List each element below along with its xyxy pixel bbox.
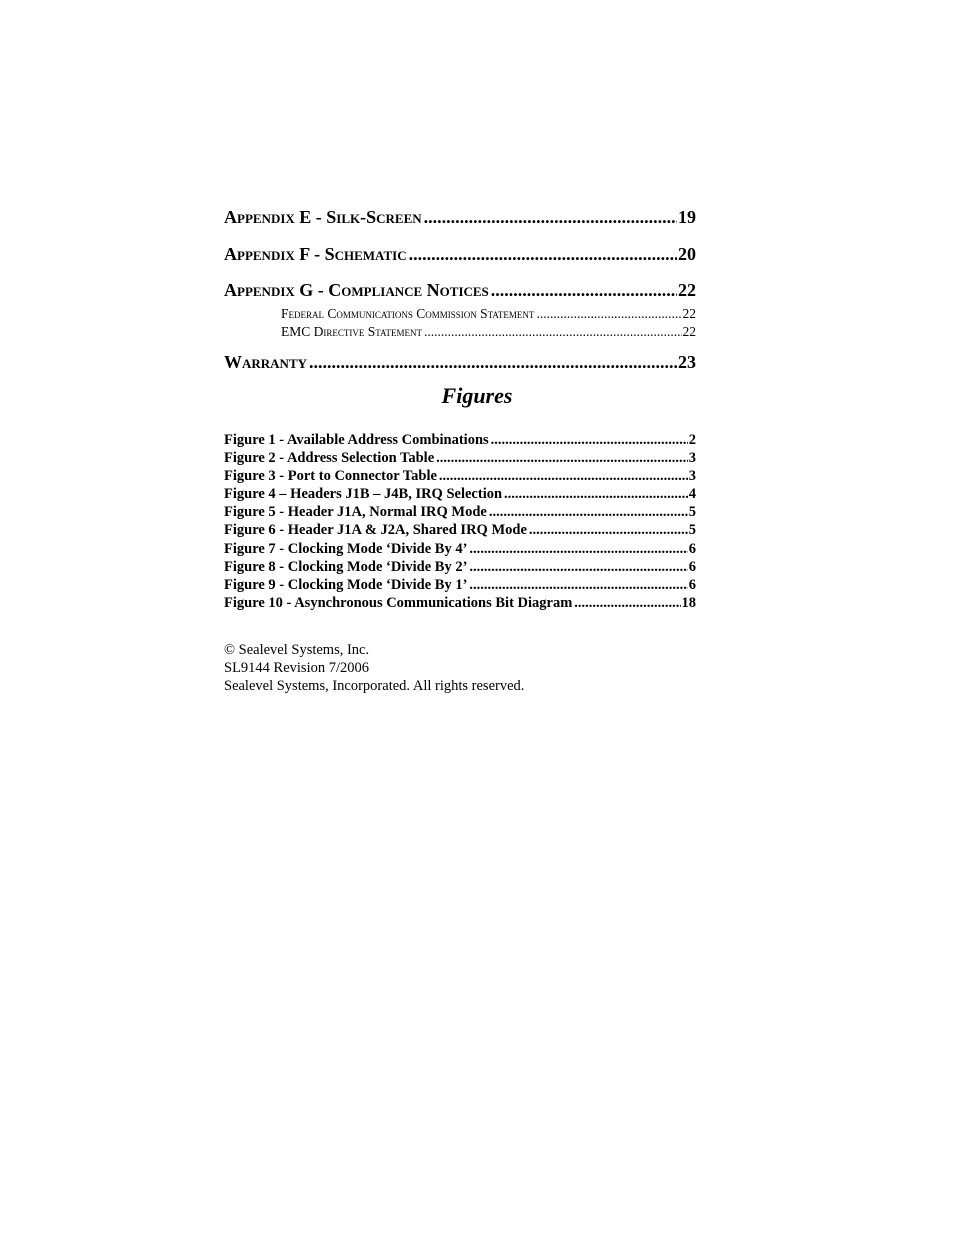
figure-entry[interactable] [224, 541, 696, 559]
revision-line: SL9144 Revision 7/2006 [224, 660, 370, 676]
figure-entry[interactable] [224, 432, 696, 450]
figure-label: Figure 9 - Clocking Mode ‘Divide By 1’ [224, 576, 468, 593]
toc-entry-page: 23 [678, 352, 696, 372]
figure-entry[interactable] [224, 486, 696, 504]
toc-subentry-emc-directive[interactable] [281, 324, 696, 342]
leader-dots [469, 541, 687, 558]
figures-list [224, 432, 696, 613]
leader-dots [491, 432, 688, 449]
toc-entry-appendix-f[interactable] [224, 244, 696, 266]
figure-entry[interactable] [224, 595, 696, 613]
figure-label: Figure 10 - Asynchronous Communications Bit Diagram [224, 594, 573, 611]
figure-page: 3 [688, 450, 696, 467]
leader-dots [536, 306, 681, 322]
figure-page: 5 [688, 522, 696, 539]
copyright-line: © Sealevel Systems, Inc. [224, 642, 370, 658]
figure-label: Figure 6 - Header J1A & J2A, Shared IRQ Mode [224, 522, 527, 539]
toc-entry-page: 20 [678, 244, 696, 264]
figure-entry[interactable] [224, 468, 696, 486]
leader-dots [424, 324, 681, 340]
figure-entry[interactable] [224, 577, 696, 595]
figure-label: Figure 3 - Port to Connector Table [224, 468, 437, 485]
toc-entry-appendix-g[interactable] [224, 280, 696, 302]
leader-dots [309, 352, 677, 373]
toc-subentry-page: 22 [682, 306, 696, 321]
figure-entry[interactable] [224, 522, 696, 540]
figure-page: 2 [688, 432, 696, 448]
leader-dots [469, 577, 687, 594]
toc-entry-page: 22 [678, 280, 696, 300]
figure-entry[interactable] [224, 559, 696, 577]
figure-page: 6 [688, 540, 696, 557]
rights-line: Sealevel Systems, Incorporated. All rights reserved. [224, 678, 525, 694]
figure-page: 3 [688, 468, 696, 485]
figure-page: 4 [688, 486, 696, 503]
figure-entry[interactable] [224, 450, 696, 468]
leader-dots [439, 468, 688, 485]
leader-dots [574, 595, 680, 612]
toc-entry-warranty[interactable] [224, 352, 696, 374]
leader-dots [491, 280, 677, 301]
figures-heading: Figures [441, 383, 513, 408]
leader-dots [409, 244, 677, 265]
toc-subentry-label: EMC Directive Statement [281, 324, 423, 339]
toc-entry-label: Warranty [224, 352, 307, 372]
figure-page: 18 [681, 594, 696, 611]
figure-label: Figure 5 - Header J1A, Normal IRQ Mode [224, 504, 487, 521]
leader-dots [469, 559, 687, 576]
figure-entry[interactable] [224, 504, 696, 522]
toc-subentry-label: Federal Communications Commission Statement [281, 306, 535, 321]
toc-entry-label: Appendix F - Schematic [224, 244, 407, 264]
toc-entry-label: Appendix E - Silk-Screen [224, 207, 422, 227]
toc-subentries [224, 306, 696, 342]
leader-dots [529, 522, 688, 539]
figure-label: Figure 1 - Available Address Combinations [224, 432, 489, 448]
toc-subentry-page: 22 [682, 324, 696, 339]
toc-entry-label: Appendix G - Compliance Notices [224, 280, 489, 300]
figure-page: 6 [688, 576, 696, 593]
leader-dots [489, 504, 688, 521]
figure-page: 5 [688, 504, 696, 521]
figure-label: Figure 2 - Address Selection Table [224, 450, 435, 467]
leader-dots [436, 450, 688, 467]
figure-page: 6 [688, 558, 696, 575]
toc-entry-page: 19 [678, 207, 696, 227]
toc-subentry-fcc-statement[interactable] [281, 306, 696, 324]
leader-dots [424, 207, 677, 228]
figure-label: Figure 7 - Clocking Mode ‘Divide By 4’ [224, 540, 468, 557]
figure-label: Figure 8 - Clocking Mode ‘Divide By 2’ [224, 558, 468, 575]
leader-dots [504, 486, 688, 503]
figure-label: Figure 4 – Headers J1B – J4B, IRQ Selection [224, 486, 503, 503]
toc-entry-appendix-e[interactable] [224, 207, 696, 229]
